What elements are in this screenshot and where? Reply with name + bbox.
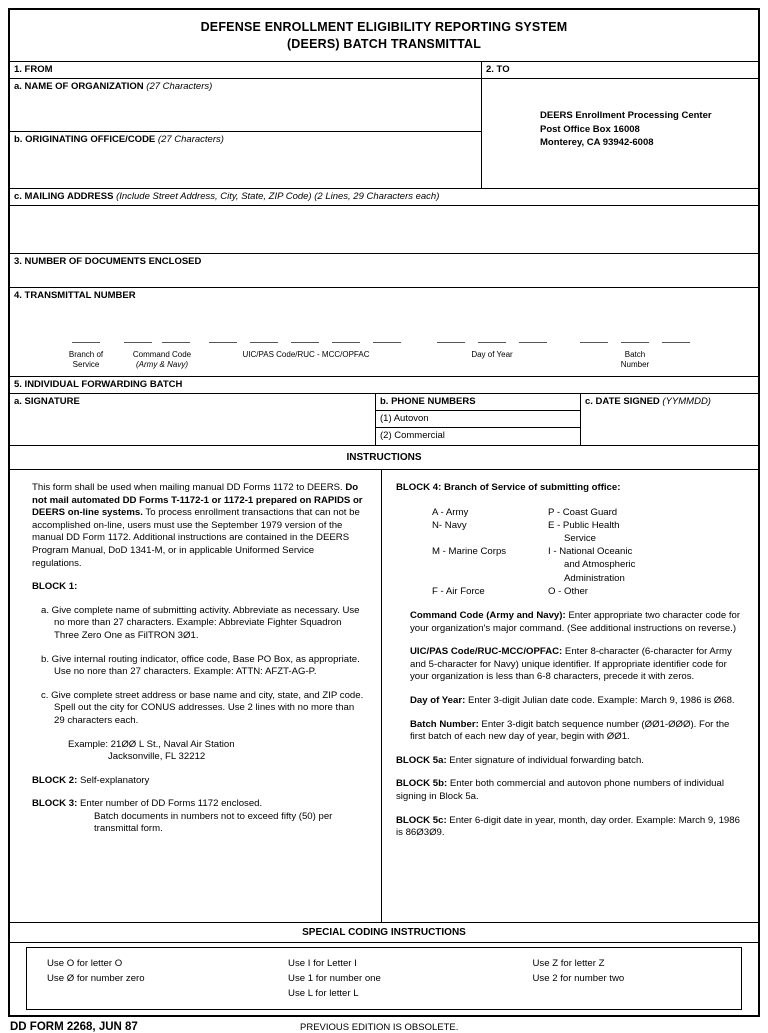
to-address-line-1: DEERS Enrollment Processing Center: [540, 110, 712, 121]
instructions-intro: This form shall be used when mailing manual DD Forms 1172 to DEERS. Do not mail automated DD Forms T-1172-1 or 1172-1 prepared on RAPIDS or DEERS on-line systems. To process enrollment transactions that can not be accomplished on-line, users must use the September 1979 version of the manual DD Form 1172. Additional instructions are contained in the DEERS Program Manual, DoD 1341-M, or in applicable Uniformed Service regulations.: [32, 482, 363, 569]
previous-edition-notice: PREVIOUS EDITION IS OBSOLETE.: [300, 1022, 459, 1033]
mailing-address-value: [10, 206, 758, 210]
commercial-field[interactable]: [376, 428, 580, 445]
block5-legend: 5. INDIVIDUAL FORWARDING BATCH: [14, 379, 183, 390]
instructions-left-column: [10, 470, 382, 922]
dash-uic-1: [209, 342, 237, 343]
special-coding-heading: SPECIAL CODING INSTRUCTIONS: [10, 922, 758, 943]
dash-command-2: [162, 342, 190, 343]
dash-branch-1: [72, 342, 100, 343]
caption-day-of-year: Day of Year: [471, 350, 513, 359]
date-signed-label: c. DATE SIGNED (YYMMDD): [585, 396, 711, 407]
mailing-address-label-row: [10, 189, 758, 206]
coding-rule: Use I for Letter I: [288, 958, 357, 969]
autovon-field[interactable]: [376, 411, 580, 428]
coding-rule: Use 2 for number two: [532, 973, 625, 984]
special-coding-column-3: [513, 956, 741, 1001]
branch-item-cont: Service: [564, 533, 596, 544]
name-of-organization-label: a. NAME OF ORGANIZATION (27 Characters): [14, 81, 213, 92]
dash-day-1: [437, 342, 465, 343]
branch-item: M - Marine Corps: [432, 546, 507, 558]
block3-instruction: BLOCK 3: Enter number of DD Forms 1172 enclosed. Batch documents in numbers not to exceed fifty (50) per transmittal form.: [32, 798, 333, 835]
caption-command-code: Command Code (Army & Navy): [132, 350, 192, 369]
branch-item: A - Army: [432, 506, 469, 518]
transmittal-number-field[interactable]: [10, 288, 758, 377]
special-coding-column-2: [284, 956, 512, 1001]
command-code-instruction: Command Code (Army and Navy): Enter appropriate two character code for your organization's major command. (See additional instructions on reverse.): [410, 610, 741, 634]
dash-uic-4: [332, 342, 360, 343]
number-of-documents-field[interactable]: [10, 254, 758, 288]
from-to-legend-row: [10, 62, 758, 79]
branch-item: [432, 558, 548, 571]
branch-column-left: [432, 506, 548, 598]
originating-office-code-field[interactable]: [10, 132, 481, 188]
form-title-line-1: DEFENSE ENROLLMENT ELIGIBILITY REPORTING SYSTEM: [200, 20, 568, 34]
form-title-line-2: (DEERS) BATCH TRANSMITTAL: [286, 37, 482, 51]
branch-of-service-table: [396, 506, 744, 598]
phone-numbers-label-cell: [376, 394, 580, 411]
block2-legend-cell: [482, 62, 758, 78]
block1-example: Example: 21ØØ L St., Naval Air Station Jacksonville, FL 32212: [68, 738, 235, 763]
name-of-organization-field[interactable]: [10, 79, 481, 132]
originating-office-code-value: [10, 148, 481, 152]
signature-field[interactable]: [10, 394, 376, 445]
block1-legend-cell: [10, 62, 482, 78]
block1-instruction-heading: BLOCK 1:: [32, 581, 78, 593]
dash-command-1: [124, 342, 152, 343]
phone-numbers-group: [376, 394, 581, 445]
block5-body-row: [10, 394, 758, 446]
block4-instruction-heading: BLOCK 4: Branch of Service of submitting office:: [396, 482, 621, 493]
transmittal-number-label: 4. TRANSMITTAL NUMBER: [14, 290, 136, 301]
form-title: [10, 10, 758, 62]
block1-item-a: a. Give complete name of submitting activity. Abbreviate as necessary. Use no more than 27 characters. Example: Abbreviate Fighter Squadron Three Zero One as FilTRON 3Ø1.: [41, 604, 360, 641]
to-address-line-2: Post Office Box 16008: [540, 123, 640, 135]
branch-item-cont: and Atmospheric: [564, 559, 636, 571]
block1-legend: 1. FROM: [14, 64, 53, 75]
special-coding-box: [26, 947, 742, 1010]
dash-batch-2: [621, 342, 649, 343]
branch-item: F - Air Force: [432, 585, 485, 597]
instructions-body: [10, 470, 758, 922]
uic-pas-instruction: UIC/PAS Code/RUC-MCC/OPFAC: Enter 8-character (6-character for Army and 5-character for Navy) unique identifier. If appropriate identifier code for your organization is less than 6-8 characters, precede it with zeros.: [410, 646, 732, 683]
branch-item: N- Navy: [432, 519, 467, 531]
coding-rule: Use 1 for number one: [288, 973, 381, 984]
to-address-cell: [482, 79, 758, 188]
to-address-line-3: Monterey, CA 93942-6008: [540, 137, 654, 148]
form-footer: [8, 1017, 760, 1033]
branch-item: O - Other: [548, 585, 588, 597]
caption-batch-number: Batch Number: [620, 350, 650, 369]
dash-day-2: [478, 342, 506, 343]
dd-form-2268: [8, 8, 760, 1017]
branch-item-cont: Administration: [564, 572, 625, 584]
coding-rule: Use O for letter O: [47, 958, 123, 969]
branch-item: I - National Oceanic: [548, 546, 633, 558]
coding-rule: Use Z for letter Z: [532, 958, 605, 969]
name-of-organization-value: [10, 95, 481, 99]
instructions-right-column: [382, 470, 758, 922]
from-fields: [10, 79, 482, 188]
autovon-label: (1) Autovon: [380, 413, 429, 424]
transmittal-number-entry-area[interactable]: [10, 304, 758, 376]
dash-day-3: [519, 342, 547, 343]
block2-legend: 2. TO: [486, 64, 510, 75]
block5a-instruction: BLOCK 5a: Enter signature of individual forwarding batch.: [396, 754, 644, 766]
branch-item: [432, 532, 548, 545]
block5b-instruction: BLOCK 5b: Enter both commercial and autovon phone numbers of individual signing in Block 5a.: [396, 778, 724, 802]
to-address: [482, 79, 758, 150]
form-identifier: DD FORM 2268, JUN 87: [10, 1021, 138, 1033]
branch-item: E - Public Health: [548, 519, 620, 531]
dash-uic-2: [250, 342, 278, 343]
dash-uic-3: [291, 342, 319, 343]
date-signed-field[interactable]: [581, 394, 758, 445]
mailing-address-field[interactable]: [10, 206, 758, 254]
originating-office-code-label: b. ORIGINATING OFFICE/CODE (27 Characters): [14, 134, 224, 145]
dash-uic-5: [373, 342, 401, 343]
branch-column-right: [548, 506, 718, 598]
coding-rule: Use Ø for number zero: [47, 973, 145, 984]
commercial-label: (2) Commercial: [380, 430, 445, 441]
phone-numbers-label: b. PHONE NUMBERS: [380, 396, 476, 407]
branch-item: [432, 572, 548, 585]
block1-item-b: b. Give internal routing indicator, office code, Base PO Box, as appropriate. Use no nore than 27 characters. Example: ATTN: AFZT-AG-P.: [41, 653, 360, 678]
special-coding-wrapper: [10, 943, 758, 1015]
branch-item: P - Coast Guard: [548, 506, 618, 518]
day-of-year-instruction: Day of Year: Enter 3-digit Julian date code. Example: March 9, 1986 is Ø68.: [410, 694, 735, 706]
block1-item-c: c. Give complete street address or base name and city, state, and ZIP code. Spell out the city for CONUS addresses. Use 2 lines with no more than 29 characters each.: [41, 689, 364, 726]
from-to-body-row: [10, 79, 758, 189]
instructions-heading: INSTRUCTIONS: [10, 446, 758, 470]
block5c-instruction: BLOCK 5c: Enter 6-digit date in year, month, day order. Example: March 9, 1986 is 86Ø3Ø9.: [396, 814, 740, 839]
number-of-documents-value: [10, 270, 758, 274]
caption-branch-of-service: Branch of Service: [68, 350, 104, 369]
signature-label: a. SIGNATURE: [14, 396, 80, 407]
coding-rule: Use L for letter L: [288, 988, 359, 999]
signature-value: [10, 410, 375, 414]
dash-batch-3: [662, 342, 690, 343]
date-signed-value: [581, 410, 758, 414]
caption-uic-pas-code: UIC/PAS Code/RUC - MCC/OPFAC: [242, 350, 370, 359]
block5-legend-row: [10, 377, 758, 394]
number-of-documents-label: 3. NUMBER OF DOCUMENTS ENCLOSED: [14, 256, 202, 267]
dash-batch-1: [580, 342, 608, 343]
special-coding-column-1: [27, 956, 284, 1001]
block2-instruction: BLOCK 2: Self-explanatory: [32, 774, 150, 786]
mailing-address-label: c. MAILING ADDRESS (Include Street Address, City, State, ZIP Code) (2 Lines, 29 Characters each): [14, 191, 440, 202]
batch-number-instruction: Batch Number: Enter 3-digit batch sequence number (ØØ1-ØØØ). For the first batch of each new day of year, begin with ØØ1.: [410, 718, 730, 743]
